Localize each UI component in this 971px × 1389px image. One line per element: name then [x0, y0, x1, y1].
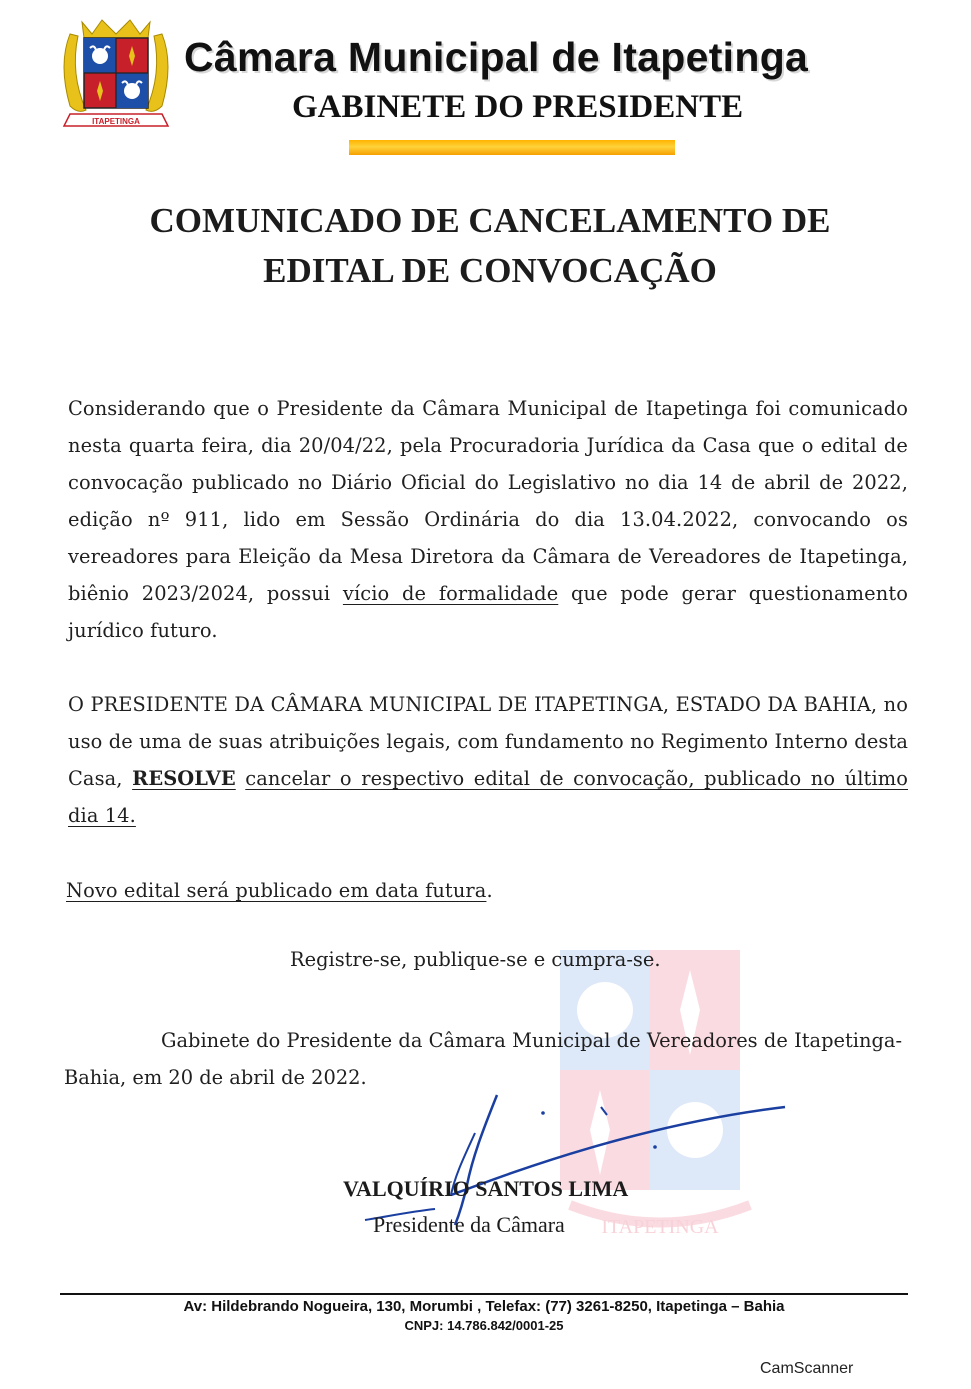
resolve-word: RESOLVE: [132, 767, 236, 790]
paragraph1-text-b: que pode gerar questionamento jurídico futuro.: [68, 582, 908, 642]
paragraph1-text-a: Considerando que o Presidente da Câmara Municipal de Itapetinga foi comunicado nesta quarta feira, dia 20/04/22, pela Procuradoria Jurídica da Casa que o edital de convocação publicado no Diário Oficial do Legislativo no dia 14 de abril de 2022, edição nº 911, lido em Sessão Ordinária do dia 13.04.2022, convocando os vereadores para Eleição da Mesa Diretora da Câmara de Vereadores de Itapetinga, biênio 2023/2024, possui: [68, 397, 908, 605]
header-accent-bar: [349, 140, 675, 155]
closing-place-date: Gabinete do Presidente da Câmara Municipal de Vereadores de Itapetinga-Bahia, em 20 de abril de 2022.: [64, 1029, 902, 1089]
paragraph-resolution: [68, 686, 908, 834]
paragraph-considering: [68, 390, 908, 649]
footer-address: Av: Hildebrando Nogueira, 130, Morumbi , Telefax: (77) 3261-8250, Itapetinga – Bahia: [183, 1298, 785, 1315]
scanner-watermark-text: CamScanner: [760, 1360, 854, 1377]
closing-formula: Registre-se, publique-se e cumpra-se.: [290, 948, 661, 971]
paragraph3-underlined: Novo edital será publicado em data futura: [66, 879, 487, 902]
coat-of-arms-logo: [56, 14, 176, 136]
paragraph3-end: .: [486, 879, 493, 902]
paragraph1-underlined: vício de formalidade: [342, 582, 559, 605]
footer-cnpj: CNPJ: 14.786.842/0001-25: [404, 1318, 564, 1333]
logo-banner-text: ITAPETINGA: [92, 117, 140, 126]
institution-name: Câmara Municipal de Itapetinga: [184, 34, 809, 80]
document-title: [120, 196, 860, 296]
document-title-line2: EDITAL DE CONVOCAÇÃO: [263, 251, 717, 290]
office-name: GABINETE DO PRESIDENTE: [292, 89, 744, 125]
signatory-role: Presidente da Câmara: [373, 1212, 565, 1237]
paragraph-new-notice: [66, 872, 906, 909]
paragraph2-text-a: O PRESIDENTE DA CÂMARA MUNICIPAL DE ITAPETINGA, ESTADO DA BAHIA, no uso de uma de suas atribuições legais, com fundamento no Regimento Interno desta Casa,: [68, 693, 908, 790]
footer-divider: [60, 1293, 908, 1295]
document-title-line1: COMUNICADO DE CANCELAMENTO DE: [149, 201, 831, 240]
paragraph2-underlined: cancelar o respectivo edital de convocação, publicado no último dia 14.: [68, 767, 909, 827]
signatory-name: VALQUÍRIO SANTOS LIMA: [343, 1176, 629, 1201]
watermark-banner-text: ITAPETINGA: [601, 1216, 719, 1238]
paragraph2-space: [236, 767, 246, 790]
